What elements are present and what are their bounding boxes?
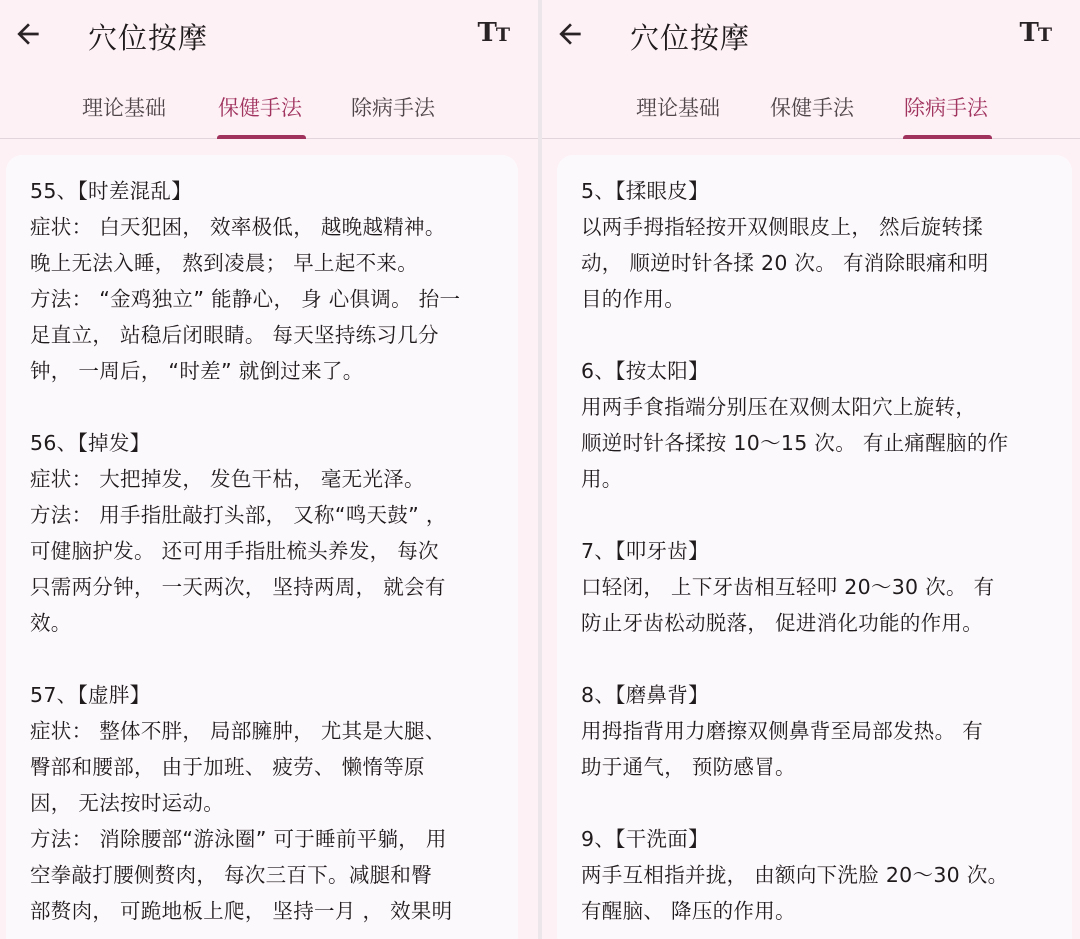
content-line: 方法： 用手指肚敲打头部， 又称“鸣天鼓” ， bbox=[30, 503, 447, 527]
content-line: 顺逆时针各揉按 10～15 次。 有止痛醒脑的作 bbox=[581, 431, 1009, 455]
section-heading: 56、【掉发】 bbox=[30, 431, 151, 455]
tab-health-care[interactable]: 保健手法 bbox=[770, 96, 854, 120]
text-size-icon[interactable]: TT bbox=[1019, 18, 1052, 48]
massage-section bbox=[581, 533, 1048, 641]
content-line: 臀部和腰部， 由于加班、 疲劳、 懒惰等原 bbox=[30, 755, 425, 779]
section-heading: 8、【磨鼻背】 bbox=[581, 683, 709, 707]
content-line: 以两手拇指轻按开双侧眼皮上， 然后旋转揉 bbox=[581, 215, 984, 239]
content-line: 症状： 白天犯困， 效率极低， 越晚越精神。 bbox=[30, 215, 446, 239]
content-line: 可健脑护发。 还可用手指肚梳头养发， 每次 bbox=[30, 539, 439, 563]
tab-bar bbox=[542, 82, 1080, 139]
massage-section bbox=[30, 425, 494, 641]
section-heading: 57、【虚胖】 bbox=[30, 683, 151, 707]
massage-section bbox=[581, 173, 1048, 317]
section-heading: 6、【按太阳】 bbox=[581, 359, 709, 383]
massage-section bbox=[581, 677, 1048, 785]
page-title: 穴位按摩 bbox=[88, 21, 209, 55]
content-line: 晚上无法入睡， 熬到凌晨； 早上起不来。 bbox=[30, 251, 419, 275]
tab-bar bbox=[0, 82, 538, 139]
section-heading: 5、【揉眼皮】 bbox=[581, 179, 709, 203]
content-line: 部赘肉， 可跪地板上爬， 坚持一月 ， 效果明 bbox=[30, 899, 453, 923]
content-line: 方法： “金鸡独立” 能静心， 身 心俱调。 抬一 bbox=[30, 287, 461, 311]
content-line: 效。 bbox=[30, 611, 72, 635]
text-size-icon[interactable]: TT bbox=[477, 18, 510, 48]
screen-right bbox=[542, 0, 1080, 939]
tab-theory[interactable]: 理论基础 bbox=[636, 96, 720, 120]
section-heading: 7、【叩牙齿】 bbox=[581, 539, 709, 563]
page-title: 穴位按摩 bbox=[630, 21, 751, 55]
content-line: 用拇指背用力磨擦双侧鼻背至局部发热。 有 bbox=[581, 719, 984, 743]
tab-theory[interactable]: 理论基础 bbox=[82, 96, 166, 120]
tab-disease-treatment[interactable]: 除病手法 bbox=[904, 96, 988, 120]
content-line: 只需两分钟， 一天两次， 坚持两周， 就会有 bbox=[30, 575, 446, 599]
app-bar bbox=[542, 0, 1080, 72]
active-tab-indicator bbox=[217, 135, 306, 139]
content-line: 有醒脑、 降压的作用。 bbox=[581, 899, 796, 923]
content-line: 方法： 消除腰部“游泳圈” 可于睡前平躺， 用 bbox=[30, 827, 447, 851]
massage-section bbox=[30, 677, 494, 929]
content-line: 足直立， 站稳后闭眼睛。 每天坚持练习几分 bbox=[30, 323, 439, 347]
tab-health-care[interactable]: 保健手法 bbox=[218, 96, 302, 120]
content-card bbox=[557, 155, 1072, 939]
content-line: 防止牙齿松动脱落， 促进消化功能的作用。 bbox=[581, 611, 984, 635]
content-line: 症状： 整体不胖， 局部臃肿， 尤其是大腿、 bbox=[30, 719, 446, 743]
content-line: 用两手食指端分别压在双侧太阳穴上旋转， bbox=[581, 395, 977, 419]
massage-section bbox=[581, 821, 1048, 929]
content-line: 两手互相指并拢， 由额向下洗脸 20～30 次。 bbox=[581, 863, 1009, 887]
massage-section bbox=[581, 353, 1048, 497]
section-heading: 9、【干洗面】 bbox=[581, 827, 709, 851]
screen-left bbox=[0, 0, 538, 939]
tab-disease-treatment[interactable]: 除病手法 bbox=[351, 96, 435, 120]
content-line: 助于通气， 预防感冒。 bbox=[581, 755, 796, 779]
app-bar bbox=[0, 0, 538, 72]
active-tab-indicator bbox=[903, 135, 992, 139]
content-line: 钟， 一周后， “时差” 就倒过来了。 bbox=[30, 359, 364, 383]
massage-section bbox=[30, 173, 494, 389]
content-line: 空拳敲打腰侧赘肉， 每次三百下。减腿和臀 bbox=[30, 863, 433, 887]
arrow-back-icon[interactable] bbox=[554, 18, 586, 50]
arrow-back-icon[interactable] bbox=[12, 18, 44, 50]
content-line: 目的作用。 bbox=[581, 287, 685, 311]
section-heading: 55、【时差混乱】 bbox=[30, 179, 193, 203]
content-line: 口轻闭， 上下牙齿相互轻叩 20～30 次。 有 bbox=[581, 575, 995, 599]
content-line: 因， 无法按时运动。 bbox=[30, 791, 225, 815]
content-line: 动， 顺逆时针各揉 20 次。 有消除眼痛和明 bbox=[581, 251, 989, 275]
content-line: 用。 bbox=[581, 467, 623, 491]
content-card bbox=[6, 155, 518, 939]
content-line: 症状： 大把掉发， 发色干枯， 毫无光泽。 bbox=[30, 467, 425, 491]
